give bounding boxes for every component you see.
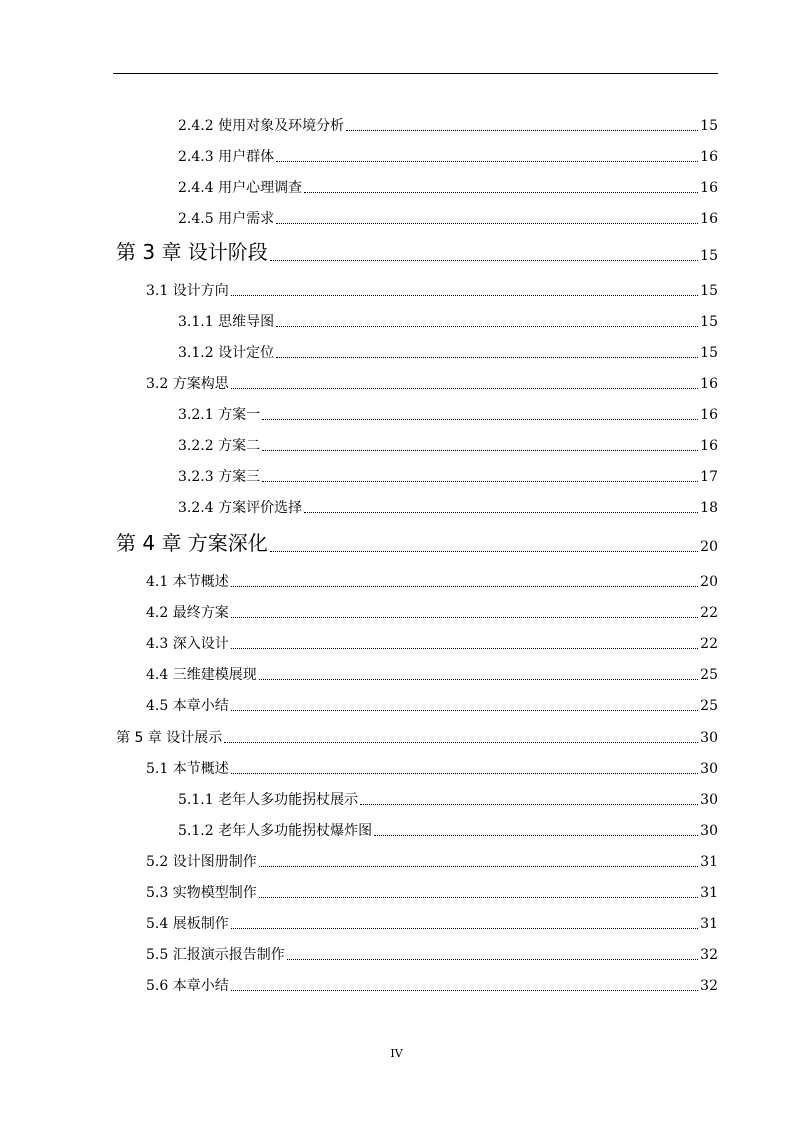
dot-leader xyxy=(224,742,698,743)
toc-entry-title: 5.4 展板制作 xyxy=(146,916,229,932)
toc-entry[interactable] xyxy=(146,756,718,778)
dot-leader xyxy=(231,710,698,711)
toc-entry-page: 30 xyxy=(700,730,718,746)
toc-entry-title: 4.4 三维建模展现 xyxy=(146,667,257,683)
toc-entry-page: 22 xyxy=(700,636,718,652)
toc-entry-page: 18 xyxy=(700,500,718,516)
toc-entry-title: 2.4.3 用户群体 xyxy=(178,149,275,165)
toc-entry[interactable] xyxy=(178,113,718,135)
dot-leader xyxy=(276,223,698,224)
dot-leader xyxy=(259,679,698,680)
dot-leader xyxy=(304,192,698,193)
toc-chapter-title: 第 4 章 方案深化 xyxy=(116,531,268,555)
toc-entry-page: 16 xyxy=(700,149,718,165)
toc-entry-page: 15 xyxy=(700,248,718,264)
dot-leader xyxy=(259,897,698,898)
toc-entry-title: 5.1.2 老年人多功能拐杖爆炸图 xyxy=(178,823,373,839)
toc-entry[interactable] xyxy=(146,278,718,300)
toc-entry-page: 30 xyxy=(700,761,718,777)
dot-leader xyxy=(276,357,698,358)
toc-chapter-entry[interactable] xyxy=(116,725,718,747)
toc-entry-page: 15 xyxy=(700,283,718,299)
dot-leader xyxy=(276,161,698,162)
toc-entry-page: 31 xyxy=(700,854,718,870)
toc-entry-title: 2.4.4 用户心理调查 xyxy=(178,180,303,196)
toc-entry-title: 2.4.2 使用对象及环境分析 xyxy=(178,118,345,134)
toc-entry-page: 32 xyxy=(700,947,718,963)
toc-entry-page: 15 xyxy=(700,118,718,134)
dot-leader xyxy=(231,295,698,296)
dot-leader xyxy=(231,773,698,774)
toc-entry[interactable] xyxy=(146,662,718,684)
toc-entry[interactable] xyxy=(178,433,718,455)
toc-entry-title: 5.1.1 老年人多功能拐杖展示 xyxy=(178,792,359,808)
header-rule xyxy=(113,73,718,74)
dot-leader xyxy=(262,419,698,420)
toc-entry[interactable] xyxy=(146,600,718,622)
page-number: IV xyxy=(390,1047,403,1060)
toc-entry-page: 30 xyxy=(700,792,718,808)
toc-entry-page: 16 xyxy=(700,211,718,227)
toc-entry[interactable] xyxy=(146,693,718,715)
toc-entry[interactable] xyxy=(178,144,718,166)
toc-entry[interactable] xyxy=(178,175,718,197)
toc-entry-title: 5.2 设计图册制作 xyxy=(146,854,257,870)
toc-entry-title: 3.1 设计方向 xyxy=(146,283,229,299)
toc-entry-title: 3.2.3 方案三 xyxy=(178,469,261,485)
toc-entry-page: 20 xyxy=(700,539,718,555)
toc-entry[interactable] xyxy=(146,942,718,964)
toc-entry-title: 3.2 方案构思 xyxy=(146,376,229,392)
toc-entry-title: 3.2.1 方案一 xyxy=(178,407,261,423)
toc-entry-title: 5.5 汇报演示报告制作 xyxy=(146,947,285,963)
dot-leader xyxy=(346,130,698,131)
toc-entry[interactable] xyxy=(178,206,718,228)
toc-entry-title: 3.2.4 方案评价选择 xyxy=(178,500,303,516)
dot-leader xyxy=(270,551,698,552)
dot-leader xyxy=(259,866,698,867)
toc-entry-title: 5.3 实物模型制作 xyxy=(146,885,257,901)
toc-entry-page: 30 xyxy=(700,823,718,839)
dot-leader xyxy=(262,481,698,482)
toc-entry[interactable] xyxy=(178,340,718,362)
toc-entry[interactable] xyxy=(146,631,718,653)
toc-entry-title: 3.2.2 方案二 xyxy=(178,438,261,454)
toc-entry-title: 4.2 最终方案 xyxy=(146,605,229,621)
toc-entry[interactable] xyxy=(178,309,718,331)
toc-entry-page: 15 xyxy=(700,314,718,330)
dot-leader xyxy=(231,388,698,389)
toc-chapter-title: 第 5 章 设计展示 xyxy=(116,730,223,746)
dot-leader xyxy=(276,326,698,327)
toc-entry-title: 4.3 深入设计 xyxy=(146,636,229,652)
toc-entry[interactable] xyxy=(178,402,718,424)
toc-entry[interactable] xyxy=(146,371,718,393)
toc-entry-title: 4.1 本节概述 xyxy=(146,574,229,590)
toc-entry-title: 5.1 本节概述 xyxy=(146,761,229,777)
toc-entry-page: 22 xyxy=(700,605,718,621)
toc-entry-page: 25 xyxy=(700,698,718,714)
toc-entry-title: 4.5 本章小结 xyxy=(146,698,229,714)
dot-leader xyxy=(231,617,698,618)
toc-entry[interactable] xyxy=(146,569,718,591)
dot-leader xyxy=(374,835,698,836)
toc-entry-title: 2.4.5 用户需求 xyxy=(178,211,275,227)
toc-entry-page: 25 xyxy=(700,667,718,683)
dot-leader xyxy=(231,990,698,991)
toc-entry-page: 16 xyxy=(700,438,718,454)
dot-leader xyxy=(270,260,698,261)
toc-entry-page: 31 xyxy=(700,885,718,901)
dot-leader xyxy=(360,804,698,805)
toc-entry[interactable] xyxy=(146,880,718,902)
dot-leader xyxy=(231,928,698,929)
toc-entry-title: 3.1.1 思维导图 xyxy=(178,314,275,330)
toc-entry-title: 3.1.2 设计定位 xyxy=(178,345,275,361)
dot-leader xyxy=(262,450,698,451)
toc-entry[interactable] xyxy=(178,787,718,809)
toc-entry-page: 15 xyxy=(700,345,718,361)
toc-entry[interactable] xyxy=(178,818,718,840)
toc-entry-page: 16 xyxy=(700,376,718,392)
toc-entry-page: 31 xyxy=(700,916,718,932)
toc-entry-page: 32 xyxy=(700,978,718,994)
toc-entry-page: 20 xyxy=(700,574,718,590)
toc-entry-page: 16 xyxy=(700,407,718,423)
toc-entry-page: 16 xyxy=(700,180,718,196)
toc-entry-page: 17 xyxy=(700,469,718,485)
toc-entry-title: 5.6 本章小结 xyxy=(146,978,229,994)
dot-leader xyxy=(231,586,698,587)
toc-chapter-entry[interactable] xyxy=(116,528,718,556)
toc-entry[interactable] xyxy=(178,464,718,486)
dot-leader xyxy=(287,959,698,960)
toc-entry[interactable] xyxy=(178,495,718,517)
dot-leader xyxy=(231,648,698,649)
toc-entry[interactable] xyxy=(146,911,718,933)
toc-chapter-title: 第 3 章 设计阶段 xyxy=(116,240,268,264)
toc-chapter-entry[interactable] xyxy=(116,237,718,265)
toc-entry[interactable] xyxy=(146,973,718,995)
toc-entry[interactable] xyxy=(146,849,718,871)
dot-leader xyxy=(304,512,698,513)
